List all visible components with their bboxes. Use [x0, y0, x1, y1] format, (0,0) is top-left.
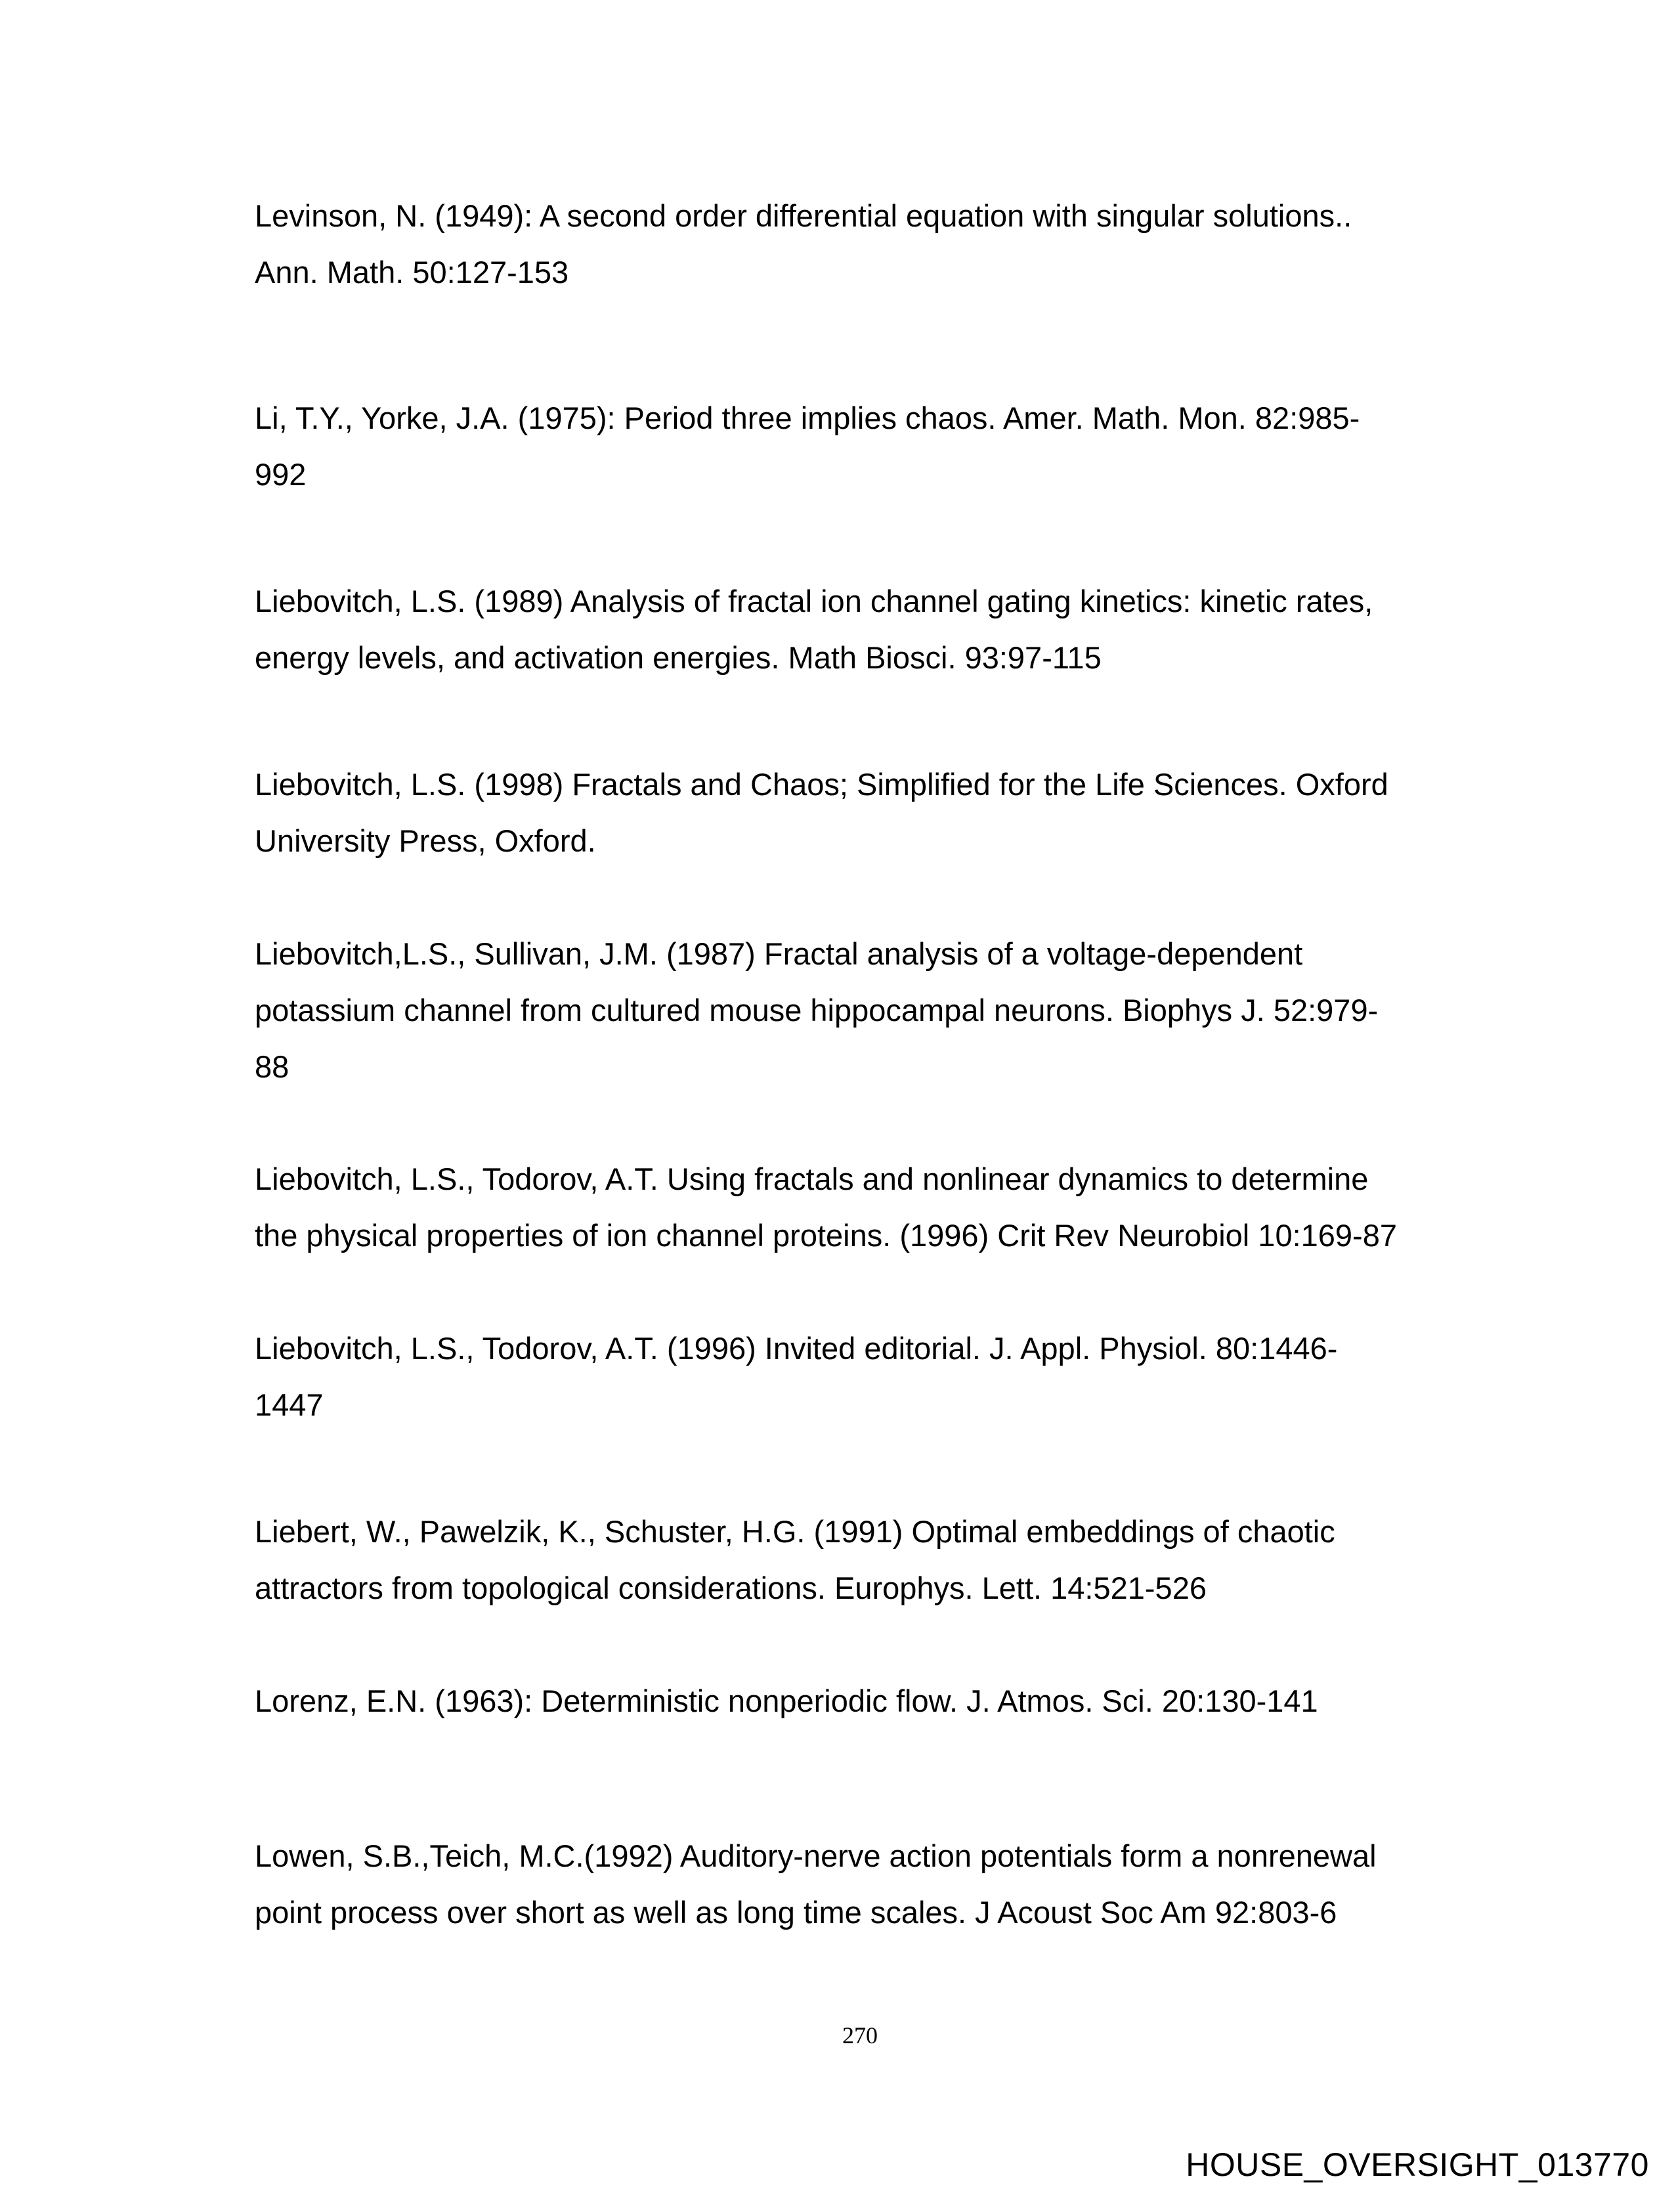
- reference-line: 1447: [255, 1387, 324, 1422]
- bates-number: HOUSE_OVERSIGHT_013770: [1186, 2146, 1649, 2183]
- reference-line: Liebovitch, L.S., Todorov, A.T. Using fractals and nonlinear dynamics to determine: [255, 1161, 1369, 1196]
- reference-line: Liebert, W., Pawelzik, K., Schuster, H.G. (1991) Optimal embeddings of chaotic: [255, 1514, 1335, 1549]
- reference-entry: [255, 188, 1502, 301]
- reference-entry: [255, 1320, 1502, 1433]
- reference-line: Liebovitch, L.S. (1998) Fractals and Chaos; Simplified for the Life Sciences. Oxford: [255, 767, 1388, 802]
- reference-entry: [255, 1151, 1502, 1264]
- reference-entry: [255, 1504, 1502, 1616]
- reference-line: Levinson, N. (1949): A second order differential equation with singular solutions..: [255, 198, 1352, 233]
- page-number: 270: [842, 2022, 878, 2049]
- reference-line: University Press, Oxford.: [255, 823, 596, 858]
- reference-entry: [255, 1673, 1502, 1729]
- reference-line: Li, T.Y., Yorke, J.A. (1975): Period three implies chaos. Amer. Math. Mon. 82:985-: [255, 401, 1360, 435]
- reference-line: Liebovitch, L.S. (1989) Analysis of fractal ion channel gating kinetics: kinetic rates,: [255, 584, 1373, 618]
- reference-entry: [255, 756, 1502, 869]
- reference-entry: [255, 390, 1502, 503]
- reference-line: energy levels, and activation energies. Math Biosci. 93:97-115: [255, 640, 1102, 675]
- reference-line: point process over short as well as long time scales. J Acoust Soc Am 92:803-6: [255, 1895, 1337, 1930]
- reference-entry: [255, 926, 1502, 1095]
- reference-line: Liebovitch,L.S., Sullivan, J.M. (1987) Fractal analysis of a voltage-dependent: [255, 936, 1303, 971]
- reference-entry: [255, 1828, 1502, 1941]
- reference-line: potassium channel from cultured mouse hippocampal neurons. Biophys J. 52:979-: [255, 993, 1379, 1028]
- reference-line: 992: [255, 457, 307, 492]
- reference-line: 88: [255, 1049, 290, 1084]
- reference-line: Liebovitch, L.S., Todorov, A.T. (1996) Invited editorial. J. Appl. Physiol. 80:1446-: [255, 1331, 1338, 1366]
- reference-line: Ann. Math. 50:127-153: [255, 255, 569, 290]
- reference-entry: [255, 573, 1502, 686]
- reference-line: attractors from topological considerations. Europhys. Lett. 14:521-526: [255, 1571, 1207, 1605]
- reference-line: Lowen, S.B.,Teich, M.C.(1992) Auditory-nerve action potentials form a nonrenewal: [255, 1838, 1377, 1873]
- reference-line: Lorenz, E.N. (1963): Deterministic nonperiodic flow. J. Atmos. Sci. 20:130-141: [255, 1683, 1318, 1718]
- reference-line: the physical properties of ion channel proteins. (1996) Crit Rev Neurobiol 10:169-87: [255, 1218, 1397, 1253]
